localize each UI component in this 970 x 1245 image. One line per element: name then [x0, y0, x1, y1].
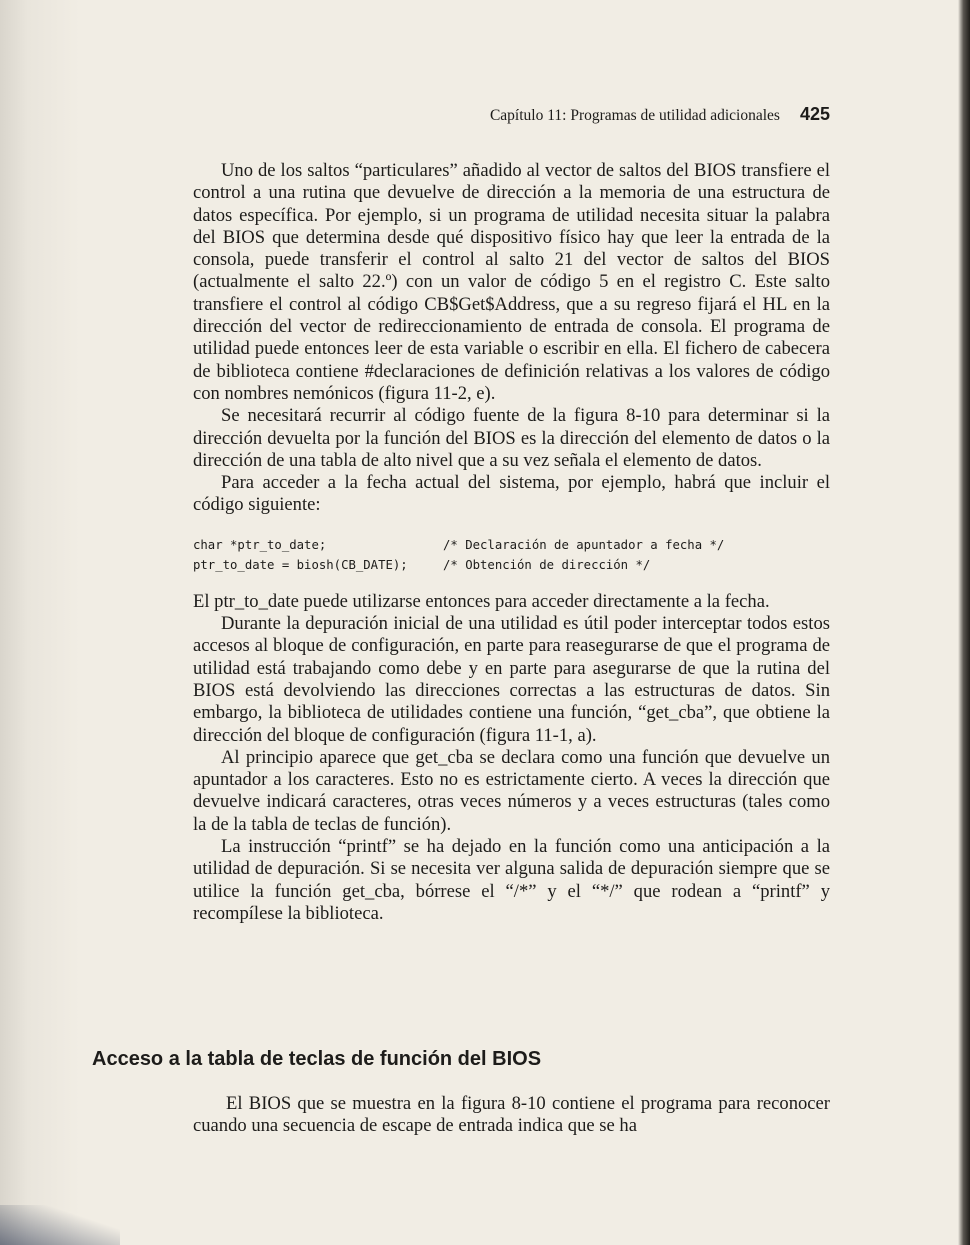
- paragraph: La instrucción “printf” se ha dejado en la función como una anticipación a la utilidad de depuración. Si se necesita ver alguna salida de depuración siempre que se utilice la función get_cba, bórrese el “/*” y el “*/” que rodean a “printf” y recompílese la biblioteca.: [193, 836, 830, 924]
- running-title: Capítulo 11: Programas de utilidad adicionales: [489, 107, 780, 124]
- code-line: [193, 535, 830, 555]
- paragraph: Se necesitará recurrir al código fuente de la figura 8-10 para determinar si la dirección devuelta por la función del BIOS es la dirección del elemento de datos o la dirección de una tabla de alto nivel que a su vez señala el elemento de datos.: [193, 405, 830, 471]
- code-statement: ptr_to_date = biosh(CB_DATE);: [193, 557, 408, 572]
- paragraph: Al principio aparece que get_cba se declara como una función que devuelve un apuntador a los caracteres. Esto no es estrictamente cierto. A veces la dirección que devuelve indicará caracteres, otras veces números y a veces estructuras (tales como la de la tabla de teclas de función).: [193, 746, 830, 835]
- paragraph: El BIOS que se muestra en la figura 8-10 contiene el programa para reconocer cuando una secuencia de escape de entrada indica que se ha: [193, 1093, 830, 1137]
- page-number: 425: [799, 104, 830, 124]
- paragraph: Uno de los saltos “particulares” añadido al vector de saltos del BIOS transfiere el control a una rutina que devuelve de dirección a la memoria de una estructura de datos específica. Por ejemplo, si un programa de utilidad necesita situar la palabra del BIOS que determina desde qué dispositivo físico hay que leer la entrada de la consola, puede transferir el control al salto 21 del vector de saltos del BIOS (actualmente el salto 22.º) con un valor de código 5 en el registro C. Este salto transfiere el control al código CB$Get$Address, que a su regreso fijará el HL en la dirección del vector de redireccionamiento de entrada de consola. El programa de utilidad puede entonces leer de esta variable o escribir en ella. El fichero de cabecera de biblioteca contiene #declaraciones de definición relativas a los valores de código con nombres nemónicos (figura 11-2, e).: [193, 160, 830, 404]
- code-statement: char *ptr_to_date;: [193, 537, 327, 552]
- section-heading: Acceso a la tabla de teclas de función del BIOS: [92, 1048, 542, 1070]
- scan-corner-shadow: [0, 1205, 120, 1245]
- section-body-text: [193, 1093, 830, 1138]
- paragraph: Durante la depuración inicial de una utilidad es útil poder interceptar todos estos accesos al bloque de configuración, en parte para reasegurarse de que el programa de utilidad está trabajando como debe y en parte para asegurarse de que la rutina del BIOS está devolviendo las direcciones correctas a las estructuras de datos. Sin embargo, la biblioteca de utilidades contiene una función, “get_cba”, que obtiene la dirección del bloque de configuración (figura 11-1, a).: [193, 613, 830, 746]
- code-block: [193, 535, 830, 575]
- page-gutter-shadow: [0, 0, 80, 1245]
- code-comment: /* Obtención de dirección */: [443, 557, 651, 572]
- code-line: [193, 555, 830, 575]
- running-head: [193, 104, 830, 125]
- paragraph: Para acceder a la fecha actual del sistema, por ejemplo, habrá que incluir el código siguiente:: [193, 472, 830, 516]
- page-right-edge: [958, 0, 970, 1245]
- body-text: [193, 160, 830, 925]
- paragraph: El ptr_to_date puede utilizarse entonces para acceder directamente a la fecha.: [193, 590, 770, 612]
- code-comment: /* Declaración de apuntador a fecha */: [443, 537, 725, 552]
